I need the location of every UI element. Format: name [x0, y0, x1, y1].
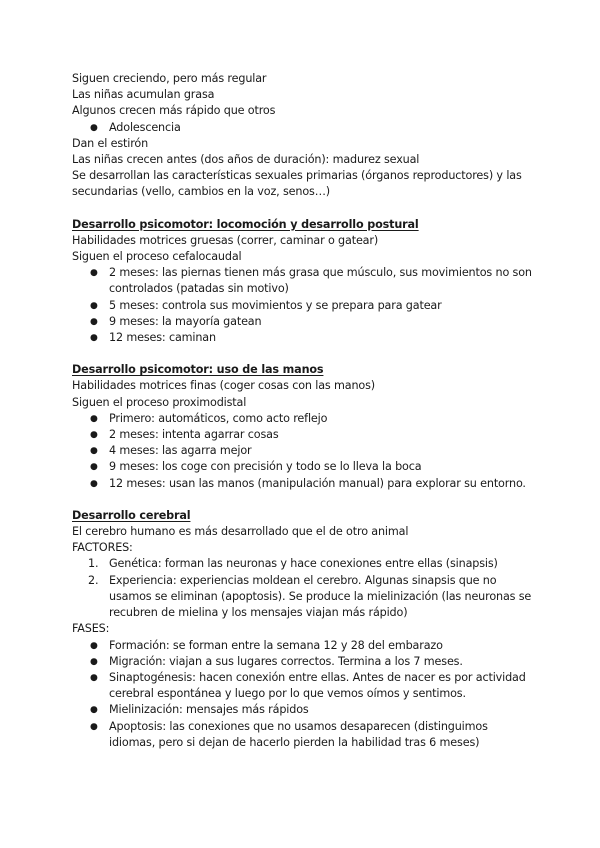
bullet-icon: ●: [90, 656, 98, 667]
bullet-icon: ●: [90, 316, 98, 327]
bullet-icon: ●: [90, 122, 98, 133]
bullet-icon: ●: [90, 705, 98, 716]
bullet-icon: ●: [90, 413, 98, 424]
text-line: Las niñas acumulan grasa: [72, 88, 215, 102]
text-line: Siguen el proceso cefalocaudal: [72, 250, 242, 264]
bullet-icon: ●: [90, 446, 98, 457]
list-item: ● 4 meses: las agarra mejor: [72, 443, 532, 459]
bullet-icon: ●: [90, 333, 98, 344]
text-line: Siguen creciendo, pero más regular: [72, 72, 267, 85]
text-line: Habilidades motrices gruesas (correr, caminar o gatear): [72, 233, 379, 247]
bullet-list: [72, 411, 532, 492]
list-item: 2. Experiencia: experiencias moldean el cerebro. Algunas sinapsis que no usamos se eliminan (apoptosis). Se produce la mielinización (las neuronas se recubren de mielina y los mensajes viajan más rápido): [88, 573, 532, 620]
list-item: ● Sinaptogénesis: hacen conexión entre ellas. Antes de nacer es por actividad cerebral espontánea y luego por lo que vemos oímos y sentimos.: [90, 670, 526, 701]
list-item: ● 12 meses: caminan: [72, 330, 532, 346]
list-item: ● 9 meses: la mayoría gatean: [72, 314, 532, 330]
text-line: Dan el estirón: [72, 136, 149, 150]
numbered-list: [72, 556, 532, 621]
list-item: ● 2 meses: las piernas tienen más grasa que músculo, sus movimientos no son controlados (patadas sin motivo): [90, 266, 532, 296]
text-line: El cerebro humano es más desarrollado que el de otro animal: [72, 525, 409, 539]
list-item: ● Formación: se forman entre la semana 12 y 28 del embarazo: [72, 638, 532, 654]
list-item: ● 9 meses: los coge con precisión y todo se lo lleva la boca: [72, 459, 532, 475]
list-item: ● 2 meses: intenta agarrar cosas: [72, 427, 532, 443]
list-item: ● Apoptosis: las conexiones que no usamos desaparecen (distinguimos idiomas, pero si dejan de hacerlo pierden la habilidad tras 6 meses): [90, 719, 488, 749]
list-item: ● Mielinización: mensajes más rápidos: [72, 702, 532, 718]
text-line: Siguen el proceso proximodistal: [72, 395, 247, 409]
bullet-list: [72, 120, 532, 136]
list-number: 1.: [88, 557, 99, 571]
bullet-icon: ●: [90, 300, 98, 311]
factores-label: FACTORES:: [72, 541, 133, 555]
section-heading-cerebral: Desarrollo cerebral: [72, 508, 191, 522]
bullet-icon: ●: [90, 430, 98, 441]
bullet-icon: ●: [90, 721, 98, 732]
text-line: Se desarrollan las características sexuales primarias (órganos reproductores) y las secundarias (vello, cambios en la voz, senos…): [72, 169, 522, 199]
list-item: ● 12 meses: usan las manos (manipulación manual) para explorar su entorno.: [72, 476, 532, 492]
list-number: 2.: [88, 573, 99, 587]
bullet-icon: ●: [90, 268, 98, 279]
text-line: Algunos crecen más rápido que otros: [72, 104, 276, 118]
list-item: ● 5 meses: controla sus movimientos y se prepara para gatear: [72, 298, 532, 314]
bullet-icon: ●: [90, 640, 98, 651]
bullet-icon: ●: [90, 462, 98, 473]
fases-label: FASES:: [72, 622, 110, 636]
section-heading-manos: Desarrollo psicomotor: uso de las manos: [72, 363, 324, 377]
bullet-list: [72, 638, 532, 751]
text-line: Las niñas crecen antes (dos años de duración): madurez sexual: [72, 153, 420, 167]
list-item: 1. Genética: forman las neuronas y hace conexiones entre ellas (sinapsis): [72, 556, 532, 572]
text-line: Habilidades motrices finas (coger cosas con las manos): [72, 379, 375, 393]
list-item: ● Migración: viajan a sus lugares correctos. Termina a los 7 meses.: [72, 654, 532, 670]
bullet-icon: ●: [90, 672, 98, 683]
list-item: ● Adolescencia: [72, 120, 532, 136]
bullet-list: [72, 265, 532, 346]
bullet-icon: ●: [90, 478, 98, 489]
section-heading-locomocion: Desarrollo psicomotor: locomoción y desarrollo postural: [72, 217, 419, 231]
document-body: [72, 71, 532, 751]
list-item: ● Primero: automáticos, como acto reflejo: [72, 411, 532, 427]
